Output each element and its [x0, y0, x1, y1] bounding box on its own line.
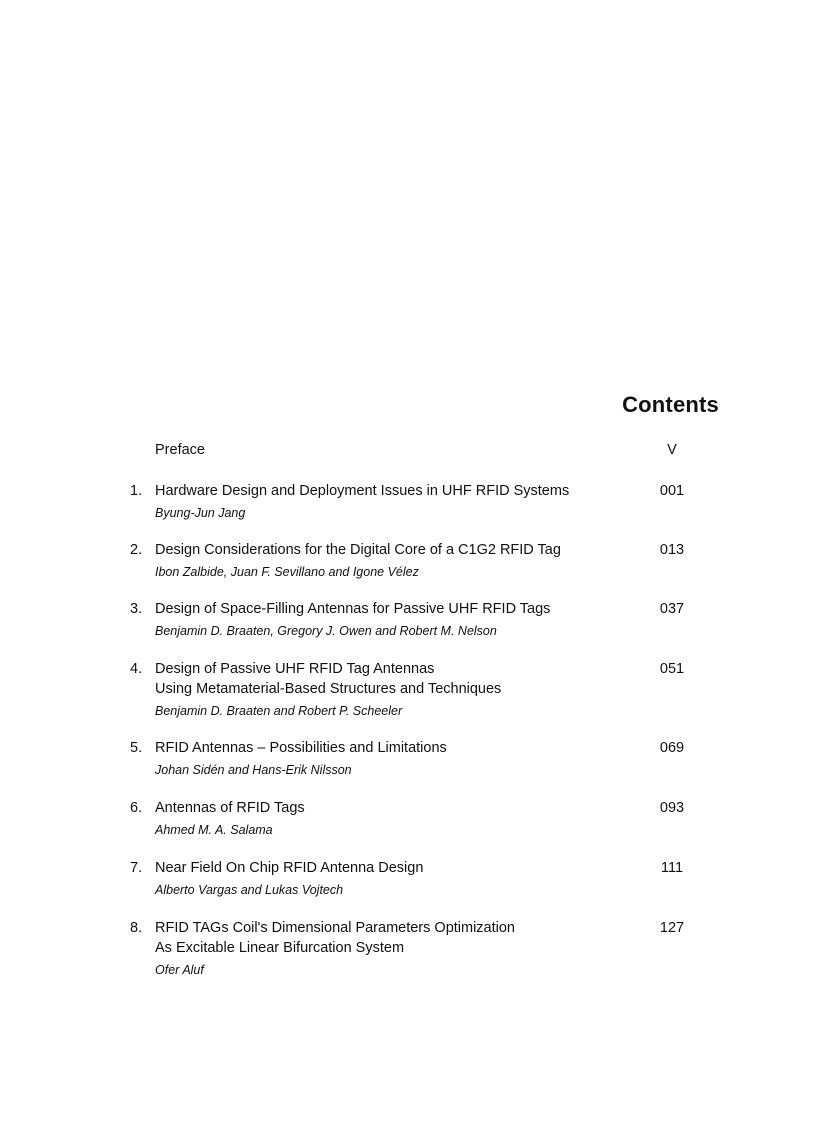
toc-entry-title [155, 440, 625, 460]
toc-entry-title-line: Preface [155, 442, 205, 458]
toc-entry-title [155, 798, 625, 839]
toc-entry-title [155, 858, 625, 899]
chapter-number: 2. [130, 542, 143, 558]
toc-page-number: 051 [659, 661, 685, 677]
toc-entry-title [155, 540, 625, 581]
toc-entry-title-line: Antennas of RFID Tags [155, 800, 305, 816]
toc-entry-title-line: Design Considerations for the Digital Core of a C1G2 RFID Tag [155, 542, 561, 558]
toc-entry-authors: Benjamin D. Braaten, Gregory J. Owen and Robert M. Nelson [155, 624, 497, 638]
toc-entry-authors: Johan Sidén and Hans-Erik Nilsson [155, 763, 352, 777]
toc-entry-authors: Ibon Zalbide, Juan F. Sevillano and Igone Vélez [155, 565, 419, 579]
toc-page-number: 093 [659, 800, 685, 816]
toc-entry-title-line: Design of Space-Filling Antennas for Passive UHF RFID Tags [155, 601, 551, 617]
toc-page-number: 001 [659, 483, 685, 499]
toc-page-number: 037 [659, 601, 685, 617]
page-title: Contents [622, 392, 719, 417]
chapter-number: 3. [130, 601, 143, 617]
toc-entry-authors: Ahmed M. A. Salama [155, 823, 273, 837]
toc-page-number: 127 [659, 920, 685, 936]
toc-entry-authors: Ofer Aluf [155, 963, 204, 977]
toc-page-number: V [667, 442, 677, 458]
toc-entry-title [155, 481, 625, 522]
toc-entry-title-line: Near Field On Chip RFID Antenna Design [155, 860, 424, 876]
toc-entry-authors: Byung-Jun Jang [155, 506, 246, 520]
chapter-number: 7. [130, 860, 143, 876]
chapter-number: 8. [130, 920, 143, 936]
chapter-number: 4. [130, 661, 143, 677]
toc-entry-title-line: RFID Antennas – Possibilities and Limitations [155, 740, 447, 756]
toc-entry-title-line: As Excitable Linear Bifurcation System [155, 940, 405, 956]
toc-entry-title [155, 918, 625, 979]
toc-page-number: 111 [660, 860, 684, 876]
toc-entry-title-line: Hardware Design and Deployment Issues in UHF RFID Systems [155, 483, 570, 499]
toc-entry-title [155, 659, 625, 720]
toc-page-number: 069 [659, 740, 685, 756]
chapter-number: 1. [130, 483, 143, 499]
toc-entry-title-line: RFID TAGs Coil's Dimensional Parameters Optimization [155, 920, 516, 936]
toc-entry-authors: Benjamin D. Braaten and Robert P. Scheeler [155, 704, 403, 718]
chapter-number: 5. [130, 740, 143, 756]
toc-entry-authors: Alberto Vargas and Lukas Vojtech [155, 883, 344, 897]
toc-entry-title [155, 738, 625, 779]
toc-entry-title [155, 599, 625, 640]
toc-entry-title-line: Using Metamaterial-Based Structures and Techniques [155, 681, 502, 697]
chapter-number: 6. [130, 800, 143, 816]
toc-page-number: 013 [659, 542, 685, 558]
toc-entry-title-line: Design of Passive UHF RFID Tag Antennas [155, 661, 435, 677]
